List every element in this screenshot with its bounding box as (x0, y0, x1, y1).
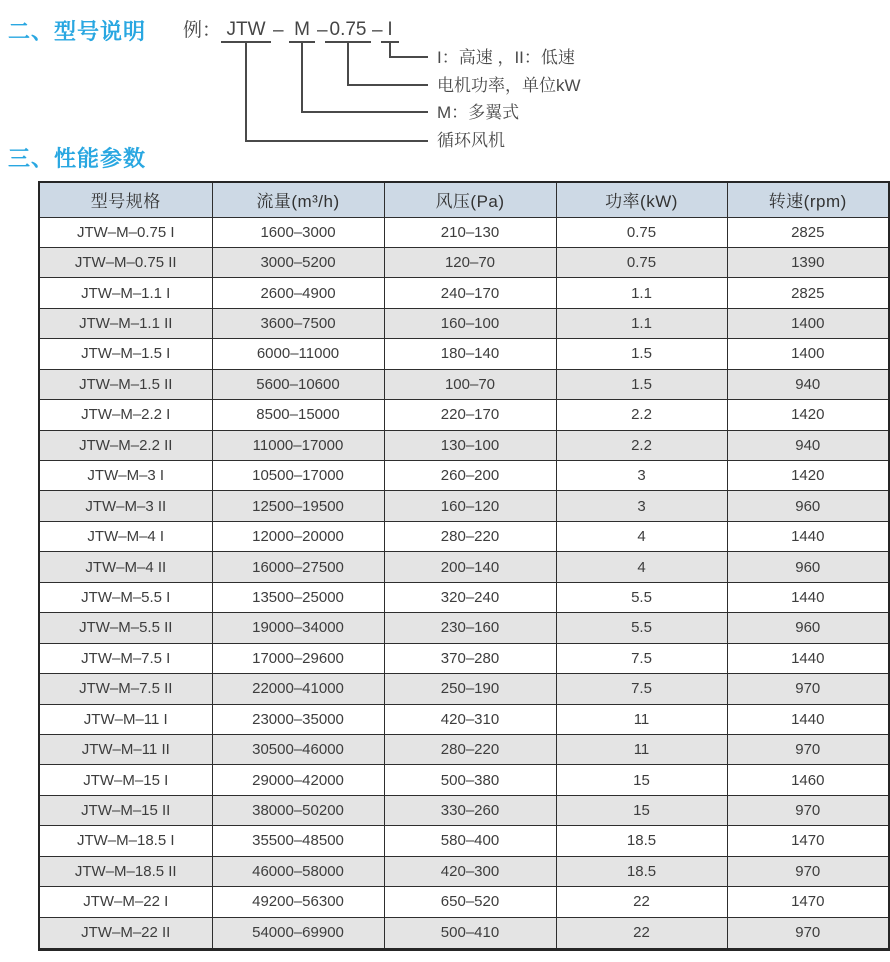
diagram-label-speed-grade: I：高速 ，II：低速 (437, 48, 575, 67)
segment-separator: – (317, 20, 328, 41)
table-row (39, 887, 889, 917)
table-cell: 160–120 (384, 491, 556, 521)
table-cell: 29000–42000 (212, 765, 384, 795)
table-cell: 180–140 (384, 339, 556, 369)
table-cell: 970 (727, 917, 889, 949)
table-row (39, 582, 889, 612)
params-table-body (39, 217, 889, 950)
table-cell: 200–140 (384, 552, 556, 582)
table-cell: 160–100 (384, 308, 556, 338)
table-cell: 1.1 (556, 278, 727, 308)
table-cell: 16000–27500 (212, 552, 384, 582)
table-cell: 250–190 (384, 674, 556, 704)
table-row (39, 308, 889, 338)
table-cell: 940 (727, 430, 889, 460)
table-cell: 420–300 (384, 856, 556, 886)
table-cell: 1460 (727, 765, 889, 795)
connector-line-horizontal (347, 84, 428, 86)
table-cell: 2600–4900 (212, 278, 384, 308)
table-cell: 22000–41000 (212, 674, 384, 704)
table-cell: JTW–M–22 II (39, 917, 212, 949)
table-cell: 1.1 (556, 308, 727, 338)
table-cell: 49200–56300 (212, 887, 384, 917)
table-cell: 210–130 (384, 217, 556, 247)
table-cell: 280–220 (384, 734, 556, 764)
table-cell: 1470 (727, 887, 889, 917)
table-cell: 54000–69900 (212, 917, 384, 949)
table-cell: JTW–M–15 I (39, 765, 212, 795)
table-cell: JTW–M–0.75 II (39, 247, 212, 277)
table-cell: 370–280 (384, 643, 556, 673)
performance-table (38, 181, 890, 951)
table-cell: 120–70 (384, 247, 556, 277)
diagram-label-motor-power: 电机功率，单位kW (437, 76, 581, 95)
table-cell: 22 (556, 887, 727, 917)
table-cell: JTW–M–1.5 I (39, 339, 212, 369)
model-segment-speed: I (381, 19, 399, 43)
table-cell: 2825 (727, 217, 889, 247)
table-cell: 7.5 (556, 643, 727, 673)
table-cell: 11000–17000 (212, 430, 384, 460)
table-cell: 970 (727, 734, 889, 764)
table-row (39, 278, 889, 308)
column-header-pressure: 风压(Pa) (384, 182, 556, 217)
table-row (39, 369, 889, 399)
table-cell: 1.5 (556, 369, 727, 399)
table-cell: 12500–19500 (212, 491, 384, 521)
table-row (39, 704, 889, 734)
table-row (39, 795, 889, 825)
connector-line-vertical (245, 43, 247, 142)
column-header-speed: 转速(rpm) (727, 182, 889, 217)
table-row (39, 461, 889, 491)
table-cell: 5600–10600 (212, 369, 384, 399)
table-cell: JTW–M–0.75 I (39, 217, 212, 247)
table-cell: 3600–7500 (212, 308, 384, 338)
table-cell: 3 (556, 491, 727, 521)
table-cell: 1440 (727, 643, 889, 673)
table-cell: 1600–3000 (212, 217, 384, 247)
column-header-model: 型号规格 (39, 182, 212, 217)
connector-line-vertical (301, 43, 303, 113)
table-row (39, 765, 889, 795)
table-cell: 2825 (727, 278, 889, 308)
table-cell: 1390 (727, 247, 889, 277)
table-cell: 1.5 (556, 339, 727, 369)
table-cell: JTW–M–1.1 I (39, 278, 212, 308)
table-cell: 5.5 (556, 582, 727, 612)
table-cell: 18.5 (556, 826, 727, 856)
table-cell: 4 (556, 521, 727, 551)
table-cell: 23000–35000 (212, 704, 384, 734)
table-cell: 18.5 (556, 856, 727, 886)
segment-separator: – (372, 20, 383, 41)
table-cell: 2.2 (556, 400, 727, 430)
table-cell: JTW–M–4 I (39, 521, 212, 551)
column-header-flow: 流量(m³/h) (212, 182, 384, 217)
table-cell: 970 (727, 795, 889, 825)
column-header-power: 功率(kW) (556, 182, 727, 217)
table-cell: 1420 (727, 400, 889, 430)
table-cell: 230–160 (384, 613, 556, 643)
model-segment-power: 0.75 (325, 19, 371, 43)
table-row (39, 400, 889, 430)
table-cell: JTW–M–7.5 II (39, 674, 212, 704)
table-cell: JTW–M–3 II (39, 491, 212, 521)
table-row (39, 430, 889, 460)
table-cell: 960 (727, 552, 889, 582)
table-cell: 260–200 (384, 461, 556, 491)
diagram-label-multiwing: M：多翼式 (437, 103, 520, 122)
table-cell: JTW–M–2.2 II (39, 430, 212, 460)
table-cell: JTW–M–5.5 I (39, 582, 212, 612)
table-row (39, 856, 889, 886)
table-cell: JTW–M–18.5 II (39, 856, 212, 886)
table-cell: 1470 (727, 826, 889, 856)
connector-line-vertical (347, 43, 349, 86)
table-row (39, 826, 889, 856)
table-cell: 320–240 (384, 582, 556, 612)
table-cell: JTW–M–15 II (39, 795, 212, 825)
table-header-row (39, 182, 889, 217)
table-cell: JTW–M–18.5 I (39, 826, 212, 856)
table-cell: 0.75 (556, 217, 727, 247)
table-cell: 130–100 (384, 430, 556, 460)
table-row (39, 734, 889, 764)
table-cell: 35500–48500 (212, 826, 384, 856)
table-row (39, 217, 889, 247)
table-cell: 330–260 (384, 795, 556, 825)
connector-line-horizontal (389, 56, 428, 58)
table-cell: 1400 (727, 308, 889, 338)
table-cell: JTW–M–3 I (39, 461, 212, 491)
table-row (39, 552, 889, 582)
table-cell: 7.5 (556, 674, 727, 704)
table-cell: 100–70 (384, 369, 556, 399)
section-title-model-description: 二、型号说明 (8, 19, 147, 44)
table-row (39, 247, 889, 277)
diagram-label-circulation-fan: 循环风机 (437, 131, 505, 150)
table-cell: JTW–M–1.5 II (39, 369, 212, 399)
table-cell: 1440 (727, 704, 889, 734)
table-cell: 940 (727, 369, 889, 399)
table-row (39, 491, 889, 521)
table-cell: 6000–11000 (212, 339, 384, 369)
table-cell: JTW–M–11 II (39, 734, 212, 764)
table-cell: 22 (556, 917, 727, 949)
table-cell: 420–310 (384, 704, 556, 734)
table-cell: 10500–17000 (212, 461, 384, 491)
table-cell: 13500–25000 (212, 582, 384, 612)
table-row (39, 613, 889, 643)
table-cell: JTW–M–7.5 I (39, 643, 212, 673)
table-cell: 280–220 (384, 521, 556, 551)
table-cell: 1440 (727, 521, 889, 551)
model-segment-m: M (289, 19, 315, 43)
table-cell: 650–520 (384, 887, 556, 917)
table-cell: 15 (556, 765, 727, 795)
table-cell: JTW–M–1.1 II (39, 308, 212, 338)
table-cell: 8500–15000 (212, 400, 384, 430)
table-cell: JTW–M–4 II (39, 552, 212, 582)
example-prefix: 例： (183, 20, 222, 41)
table-row (39, 339, 889, 369)
table-cell: JTW–M–22 I (39, 887, 212, 917)
table-cell: 580–400 (384, 826, 556, 856)
connector-line-horizontal (301, 111, 428, 113)
table-cell: 1440 (727, 582, 889, 612)
table-cell: 15 (556, 795, 727, 825)
table-cell: 46000–58000 (212, 856, 384, 886)
table-cell: 1400 (727, 339, 889, 369)
table-cell: 970 (727, 674, 889, 704)
table-cell: 30500–46000 (212, 734, 384, 764)
table-cell: 0.75 (556, 247, 727, 277)
table-cell: JTW–M–5.5 II (39, 613, 212, 643)
model-segment-jtw: JTW (221, 19, 271, 43)
table-cell: 500–380 (384, 765, 556, 795)
table-cell: 1420 (727, 461, 889, 491)
table-row (39, 674, 889, 704)
table-cell: 5.5 (556, 613, 727, 643)
table-row (39, 917, 889, 949)
table-cell: JTW–M–2.2 I (39, 400, 212, 430)
table-cell: 960 (727, 613, 889, 643)
table-cell: 960 (727, 491, 889, 521)
table-row (39, 521, 889, 551)
table-cell: 3000–5200 (212, 247, 384, 277)
table-cell: 11 (556, 734, 727, 764)
table-cell: 220–170 (384, 400, 556, 430)
table-cell: 19000–34000 (212, 613, 384, 643)
table-cell: 38000–50200 (212, 795, 384, 825)
table-cell: 240–170 (384, 278, 556, 308)
table-cell: JTW–M–11 I (39, 704, 212, 734)
connector-line-horizontal (245, 140, 428, 142)
table-cell: 11 (556, 704, 727, 734)
table-cell: 3 (556, 461, 727, 491)
table-cell: 500–410 (384, 917, 556, 949)
segment-separator: – (273, 20, 284, 41)
table-row (39, 643, 889, 673)
table-cell: 12000–20000 (212, 521, 384, 551)
table-cell: 4 (556, 552, 727, 582)
table-cell: 17000–29600 (212, 643, 384, 673)
section-title-performance-params: 三、性能参数 (8, 146, 147, 171)
table-cell: 970 (727, 856, 889, 886)
table-cell: 2.2 (556, 430, 727, 460)
